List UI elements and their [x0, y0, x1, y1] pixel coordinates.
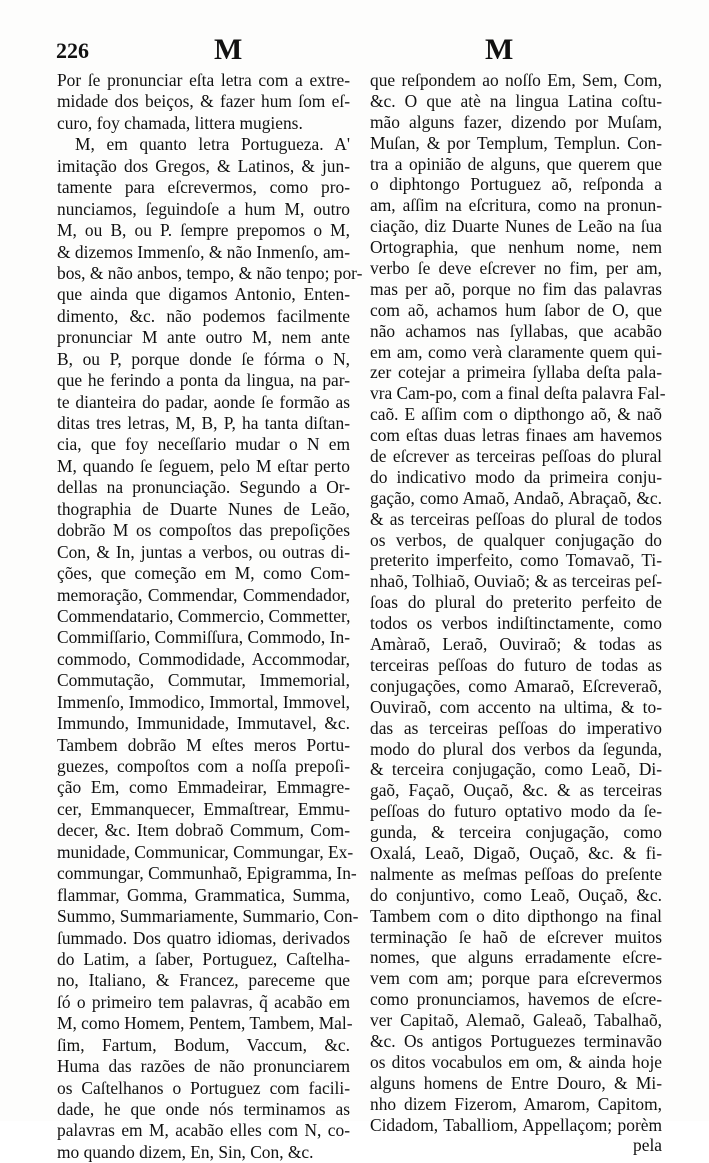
- text-line: palavras em M, acabão elles com N, co-: [57, 1120, 350, 1141]
- text-line: mas per aõ, porque no fim das palavras: [370, 278, 662, 299]
- text-line: ciação, diz Duarte Nunes de Leão na ſua: [370, 216, 662, 237]
- left-text-column: [57, 70, 363, 1163]
- text-line: em am, como verà claramente quem qui-: [370, 341, 662, 362]
- page-number: 226: [56, 38, 89, 63]
- text-line: ſummado. Dos quatro idiomas, derivados: [57, 927, 350, 948]
- text-line: &c. Os antigos Portuguezes terminavão: [370, 1030, 662, 1051]
- text-line: ção Em, como Emmadeirar, Emmagre-: [57, 777, 350, 798]
- text-line: todos os verbos indiſtinctamente, como: [370, 613, 662, 634]
- text-line: Tambem com o dito dipthongo na final: [370, 905, 662, 926]
- text-line: guezes, compoſtos com a noſſa prepoſi-: [57, 756, 350, 776]
- text-line: & as terceiras peſſoas do plural de todos: [370, 508, 662, 529]
- right-text-column: [370, 70, 666, 1156]
- text-line: gunda, & terceira conjugação, como: [370, 822, 662, 843]
- text-line: nalmente as meſmas peſſoas do preſente: [370, 863, 662, 884]
- text-line: pronunciar M ante outro M, nem ante: [57, 327, 350, 348]
- text-line: &c. O que atè na lingua Latina coſtu-: [370, 90, 662, 111]
- text-line: Oxalá, Leaõ, Digaõ, Ouçaõ, &c. & fi-: [370, 842, 662, 863]
- text-line: os ditos vocabulos em om, & ainda hoje: [370, 1051, 662, 1072]
- text-line: preterito imperfeito, como Tomavaõ, Ti-: [370, 550, 662, 571]
- text-line: decer, &c. Item dobraõ Commum, Com-: [57, 820, 350, 841]
- text-line: não achamos nas ſyllabas, que acabão: [370, 320, 662, 341]
- text-line: cia, que foy neceſſario mudar o N em: [57, 434, 350, 455]
- text-line: o diphtongo Portuguez aõ, reſponda a: [370, 174, 662, 195]
- text-line: dade, he que onde nós terminamos as: [57, 1099, 350, 1119]
- text-line: mão alguns fazer, dizendo por Muſam,: [370, 111, 662, 132]
- text-line: vem com am; porque para eſcrevermos: [370, 968, 662, 989]
- text-line: Commutação, Commutar, Immemorial,: [57, 670, 350, 691]
- text-line: vra Cam-po, com a final deſta palavra Fal-: [370, 383, 666, 404]
- text-line: como pronunciamos, havemos de eſcre-: [370, 989, 662, 1010]
- text-line: ſó o primeiro tem palavras, q̃ acabão em: [57, 991, 350, 1012]
- text-line: tamente para eſcrevermos, como pro-: [57, 177, 350, 198]
- text-line: Commiſſario, Commiſſura, Commodo, In-: [57, 627, 350, 648]
- text-line: os verbos, de qualquer conjugação do: [370, 529, 662, 550]
- text-line: que he ferindo a ponta da lingua, na par-: [57, 370, 350, 391]
- text-line: M, como Homem, Pentem, Tambem, Mal-: [57, 1013, 353, 1034]
- catchword: pela: [633, 1135, 662, 1156]
- text-line: com eſtas duas letras finaes am havemos: [370, 425, 662, 446]
- text-line: tra a opinião de alguns, que querem que: [370, 153, 662, 174]
- text-line: B, ou P, porque donde ſe fórma o N,: [57, 348, 350, 369]
- text-line: M, em quanto letra Portugueza. A': [75, 134, 350, 155]
- text-line: ſoas do plural do preterito perfeito de: [370, 592, 662, 613]
- text-line: commungar, Communhaõ, Epigramma, In-: [57, 863, 357, 884]
- text-line: M, quando ſe ſeguem, pelo M eſtar perto: [57, 455, 350, 476]
- text-line: zer cotejar a primeira ſyllaba deſta pala-: [370, 362, 662, 383]
- text-line: Immenſo, Immodico, Immortal, Immovel,: [57, 691, 350, 712]
- text-line: ſim, Fartum, Bodum, Vaccum, &c.: [57, 1034, 350, 1055]
- text-line: conjugações, como Amaraõ, Eſcreveraõ,: [370, 675, 662, 696]
- text-line: Commendatario, Commercio, Commetter,: [57, 605, 351, 626]
- text-line: munidade, Communicar, Commungar, Ex-: [57, 841, 354, 862]
- text-line: Muſan, & por Templum, Templun. Con-: [370, 132, 662, 153]
- text-line: midade dos beiços, & fazer hum ſom eſ-: [57, 91, 350, 112]
- text-line: Tambem dobrão M eſtes meros Portu-: [57, 734, 350, 755]
- text-line: am, aſſim na eſcritura, como na pronun-: [370, 195, 662, 216]
- text-line: nhaõ, Tolhiaõ, Ouviaõ; & as terceiras peſ-: [370, 571, 662, 592]
- text-line: com aõ, achamos hum ſabor de O, que: [370, 299, 662, 320]
- text-line: ções, que começão em M, como Com-: [57, 563, 350, 584]
- text-line: Ortographia, que nenhum nome, nem: [370, 237, 662, 258]
- text-line: verbo ſe deve eſcrever no fim, per am,: [370, 258, 662, 279]
- text-line: alguns homens de Entre Douro, & Mi-: [370, 1072, 662, 1093]
- text-line: Ouviraõ, com accento na ultima, & to-: [370, 696, 662, 717]
- text-line: Cidadom, Taballiom, Appellaçom; porèm: [370, 1114, 662, 1135]
- text-line: gaõ, Façaõ, Ouçaõ, &c. & as terceiras: [370, 780, 662, 801]
- text-line: ditas tres letras, M, B, P, ha tanta diſtan-: [57, 413, 350, 433]
- text-line: imitação dos Gregos, & Latinos, & jun-: [57, 155, 350, 176]
- text-line: commodo, Commodidade, Accommodar,: [57, 648, 350, 669]
- text-line: Con, & In, juntas a verbos, ou outras di-: [57, 541, 350, 562]
- text-line: ver Capitaõ, Alemaõ, Galeaõ, Tabalhaõ,: [370, 1010, 662, 1031]
- text-line: Amàraõ, Leraõ, Ouviraõ; & todas as: [370, 634, 662, 655]
- text-line: terminação ſe haõ de eſcrever muitos: [370, 926, 662, 947]
- text-line: terceiras peſſoas do futuro de todas as: [370, 654, 662, 675]
- text-line: os Caſtelhanos o Portuguez com facili-: [57, 1077, 350, 1098]
- text-line: cer, Emmanquecer, Emmaſtrear, Emmu-: [57, 798, 350, 819]
- text-line: bos, & não anbos, tempo, & não tenpo; por-: [57, 262, 363, 283]
- running-head-left: M: [214, 33, 243, 66]
- text-line: caõ. E aſſim com o dipthongo aõ, & naõ: [370, 404, 662, 425]
- running-head-right: M: [485, 33, 514, 66]
- text-line: nomes, que alguns erradamente eſcre-: [370, 947, 662, 968]
- text-line: de eſcrever as terceiras peſſoas do plural: [370, 446, 662, 467]
- text-line: modo do plural dos verbos da ſegunda,: [370, 738, 662, 759]
- text-line: thographia de Duarte Nunes de Leão,: [57, 498, 350, 519]
- text-line: dellas na pronunciação. Segundo a Or-: [57, 477, 350, 498]
- text-line: das as terceiras peſſoas do imperativo: [370, 717, 662, 738]
- text-line: te dianteira do padar, aonde ſe formão as: [57, 391, 350, 412]
- text-line: Por ſe pronunciar eſta letra com a extre-: [57, 70, 350, 90]
- text-line: peſſoas do futuro optativo modo da ſe-: [370, 801, 662, 822]
- text-line: que reſpondem ao noſſo Em, Sem, Com,: [370, 70, 662, 90]
- text-line: gação, como Amaõ, Andaõ, Abraçaõ, &c.: [370, 487, 662, 508]
- text-line: do Latim, a ſaber, Portuguez, Caſtelha-: [57, 948, 350, 969]
- text-line: do conjuntivo, como Leaõ, Ouçaõ, &c.: [370, 884, 662, 905]
- text-line: flammar, Gomma, Grammatica, Summa,: [57, 884, 350, 905]
- text-line: curo, foy chamada, littera mugiens.: [57, 112, 303, 133]
- text-line: do indicativo modo da primeira conju-: [370, 466, 662, 487]
- text-line: dobrão M os compoſtos das prepoſições: [57, 520, 350, 541]
- text-line: no, Italiano, & Francez, pareceme que: [57, 970, 350, 991]
- text-line: mo quando dizem, En, Sin, Con, &c.: [57, 1141, 314, 1162]
- text-line: que ainda que digamos Antonio, Enten-: [57, 284, 350, 305]
- text-line: & dizemos Immenſo, & não Inmenſo, am-: [57, 241, 350, 262]
- text-line: nho dizem Fizerom, Amarom, Capitom,: [370, 1093, 662, 1114]
- text-line: nunciamos, ſeguindoſe a hum M, outro: [57, 198, 350, 219]
- text-line: dimento, &c. não podemos facilmente: [57, 305, 350, 326]
- text-line: Immundo, Immunidade, Immutavel, &c.: [57, 713, 350, 734]
- text-line: M, ou B, ou P. ſempre prepomos o M,: [57, 220, 350, 241]
- text-line: memoração, Commendar, Commendador,: [57, 584, 350, 605]
- text-line: Huma das razões de não pronunciarem: [57, 1056, 350, 1077]
- text-line: Summo, Summariamente, Summario, Con-: [57, 906, 359, 927]
- text-line: & terceira conjugação, como Leaõ, Di-: [370, 759, 662, 780]
